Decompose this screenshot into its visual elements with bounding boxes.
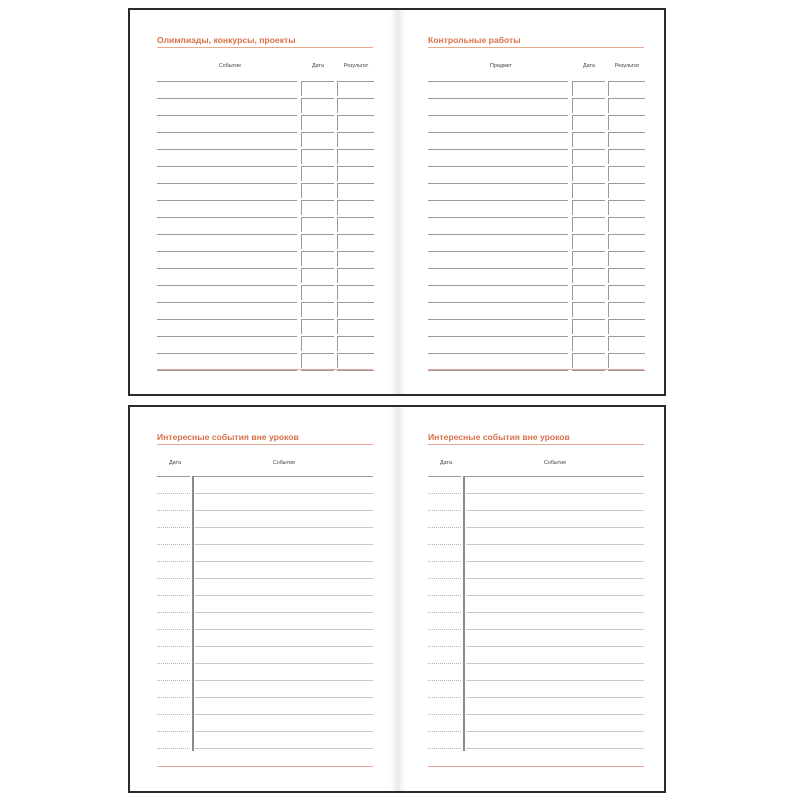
cell-divider (572, 166, 573, 181)
cell-divider (337, 251, 338, 266)
table-row-line (572, 183, 605, 184)
page-tests (401, 10, 666, 394)
table-row-line (301, 336, 334, 337)
table-row-line (157, 353, 297, 354)
date-row-line (157, 697, 190, 698)
table-row-line (301, 149, 334, 150)
table-row-line (428, 132, 568, 133)
table-row-line (572, 285, 605, 286)
table-row-line (428, 319, 568, 320)
table-row-line (337, 98, 374, 99)
column-header-date: Дата (312, 63, 324, 69)
table-row-line (608, 251, 645, 252)
table-row-line (157, 132, 297, 133)
cell-divider (572, 81, 573, 96)
date-row-line (428, 510, 461, 511)
bottom-rule (428, 766, 644, 767)
cell-divider (301, 353, 302, 368)
event-row-line (195, 748, 373, 749)
table-row-line (608, 149, 645, 150)
cell-divider (608, 183, 609, 198)
cell-divider (337, 285, 338, 300)
table-row-line (301, 81, 334, 82)
cell-divider (608, 353, 609, 368)
table-row-line (337, 353, 374, 354)
cell-divider (301, 149, 302, 164)
title-underline (157, 47, 373, 48)
date-row-line (428, 561, 461, 562)
event-row-line (195, 697, 373, 698)
table-row-line (608, 81, 645, 82)
table-row-line (428, 183, 568, 184)
date-row-line (428, 680, 461, 681)
event-row-line (466, 697, 644, 698)
table-row-line (337, 166, 374, 167)
table-row-line (608, 336, 645, 337)
table-row-line (301, 183, 334, 184)
date-row-line (157, 612, 190, 613)
date-row-line (428, 527, 461, 528)
table-row-line (428, 336, 568, 337)
table-row-line (572, 166, 605, 167)
page-title: Олимпиады, конкурсы, проекты (157, 35, 296, 45)
event-row-line (195, 493, 373, 494)
event-row-line (466, 561, 644, 562)
table-row-line (157, 183, 297, 184)
table-row-line (428, 217, 568, 218)
event-row-line (466, 731, 644, 732)
event-row-line (466, 629, 644, 630)
cell-divider (337, 132, 338, 147)
cell-divider (572, 302, 573, 317)
table-row-line (301, 285, 334, 286)
event-row-line (466, 663, 644, 664)
cell-divider (301, 98, 302, 113)
cell-divider (572, 251, 573, 266)
date-row-line (157, 561, 190, 562)
column-header-event: Событие (218, 63, 242, 69)
table-row-line (608, 285, 645, 286)
cell-divider (337, 115, 338, 130)
event-row-line (195, 595, 373, 596)
table-row-line (608, 200, 645, 201)
date-row-line (157, 646, 190, 647)
cell-divider (301, 166, 302, 181)
column-header-date: Дата (440, 460, 452, 466)
table-row-line (337, 319, 374, 320)
table-row-line (428, 234, 568, 235)
page-title: Контрольные работы (428, 35, 521, 45)
table-row-line (301, 302, 334, 303)
date-row-line (428, 646, 461, 647)
event-row-line (466, 612, 644, 613)
table-row-line (572, 353, 605, 354)
table-row-line (157, 149, 297, 150)
table-row-line (337, 336, 374, 337)
title-underline (157, 444, 373, 445)
table-header-line (193, 476, 373, 477)
column-header-event: Событие (272, 460, 296, 466)
table-row-line (428, 149, 568, 150)
table-row-line (608, 132, 645, 133)
cell-divider (301, 234, 302, 249)
cell-divider (572, 200, 573, 215)
cell-divider (572, 132, 573, 147)
cell-divider (337, 166, 338, 181)
table-row-line (608, 319, 645, 320)
table-row-line (572, 234, 605, 235)
table-row-line (572, 217, 605, 218)
cell-divider (572, 234, 573, 249)
table-row-line (428, 302, 568, 303)
column-header-subject: Предмет (490, 63, 512, 69)
table-row-line (157, 268, 297, 269)
event-row-line (195, 544, 373, 545)
table-row-line (608, 353, 645, 354)
cell-divider (337, 234, 338, 249)
event-row-line (195, 714, 373, 715)
table-row-line (301, 251, 334, 252)
event-row-line (466, 527, 644, 528)
table-row-line (572, 251, 605, 252)
table-row-line (337, 149, 374, 150)
table-row-line (572, 132, 605, 133)
event-row-line (466, 510, 644, 511)
table-row-line (337, 251, 374, 252)
table-row-line (337, 268, 374, 269)
cell-divider (301, 319, 302, 334)
table-row-line (301, 132, 334, 133)
table-row-line (608, 183, 645, 184)
cell-divider (301, 81, 302, 96)
date-row-line (428, 748, 461, 749)
table-row-line (337, 302, 374, 303)
cell-divider (337, 353, 338, 368)
cell-divider (337, 183, 338, 198)
cell-divider (301, 200, 302, 215)
table-row-line (428, 115, 568, 116)
cell-divider (301, 268, 302, 283)
table-row-line (337, 115, 374, 116)
table-row-line (301, 166, 334, 167)
table-row-line (572, 268, 605, 269)
cell-divider (301, 183, 302, 198)
table-row-line (337, 370, 374, 371)
table-row-line (157, 285, 297, 286)
table-row-line (157, 81, 297, 82)
cell-divider (608, 132, 609, 147)
table-row-line (157, 217, 297, 218)
cell-divider (572, 319, 573, 334)
table-row-line (337, 234, 374, 235)
table-row-line (572, 319, 605, 320)
table-row-line (572, 370, 605, 371)
cell-divider (572, 285, 573, 300)
table-row-line (301, 217, 334, 218)
cell-divider (572, 149, 573, 164)
table-row-line (157, 200, 297, 201)
event-row-line (466, 646, 644, 647)
table-row-line (157, 336, 297, 337)
cell-divider (337, 217, 338, 232)
event-row-line (466, 544, 644, 545)
notebook-spread-2 (128, 405, 666, 793)
table-row-line (608, 302, 645, 303)
date-row-line (157, 595, 190, 596)
table-row-line (608, 98, 645, 99)
cell-divider (337, 149, 338, 164)
table-row-line (301, 115, 334, 116)
date-row-line (157, 510, 190, 511)
date-row-line (428, 714, 461, 715)
cell-divider (301, 217, 302, 232)
table-row-line (428, 81, 568, 82)
table-row-line (301, 319, 334, 320)
table-row-line (301, 370, 334, 371)
table-row-line (157, 98, 297, 99)
cell-divider (608, 234, 609, 249)
date-row-line (428, 731, 461, 732)
event-row-line (195, 646, 373, 647)
table-row-line (428, 166, 568, 167)
table-row-line (157, 251, 297, 252)
date-row-line (157, 544, 190, 545)
date-row-line (428, 595, 461, 596)
cell-divider (572, 183, 573, 198)
bottom-rule (157, 766, 373, 767)
cell-divider (608, 115, 609, 130)
table-row-line (572, 336, 605, 337)
event-row-line (466, 680, 644, 681)
cell-divider (608, 302, 609, 317)
event-row-line (195, 629, 373, 630)
cell-divider (301, 302, 302, 317)
date-row-line (157, 527, 190, 528)
cell-divider (301, 285, 302, 300)
date-row-line (157, 714, 190, 715)
page-title: Интересные события вне уроков (428, 432, 570, 442)
column-header-result: Результат (343, 63, 369, 69)
cell-divider (608, 319, 609, 334)
date-row-line (157, 629, 190, 630)
table-row-line (157, 319, 297, 320)
cell-divider (608, 98, 609, 113)
event-row-line (466, 748, 644, 749)
table-row-line (608, 115, 645, 116)
cell-divider (608, 268, 609, 283)
event-row-line (195, 663, 373, 664)
cell-divider (337, 268, 338, 283)
event-row-line (195, 510, 373, 511)
table-header-line (428, 476, 461, 477)
cell-divider (301, 132, 302, 147)
table-header-line (157, 476, 190, 477)
column-header-event: Событие (543, 460, 567, 466)
column-divider (463, 476, 465, 751)
event-row-line (466, 595, 644, 596)
cell-divider (572, 98, 573, 113)
table-row-line (608, 370, 645, 371)
date-row-line (428, 612, 461, 613)
page-title: Интересные события вне уроков (157, 432, 299, 442)
cell-divider (608, 285, 609, 300)
table-row-line (301, 234, 334, 235)
table-row-line (337, 183, 374, 184)
table-row-line (428, 200, 568, 201)
cell-divider (572, 115, 573, 130)
cell-divider (337, 336, 338, 351)
cell-divider (608, 217, 609, 232)
table-row-line (428, 251, 568, 252)
date-row-line (157, 748, 190, 749)
page-events-left (130, 407, 395, 791)
event-row-line (195, 612, 373, 613)
table-row-line (337, 132, 374, 133)
table-row-line (428, 370, 568, 371)
cell-divider (608, 166, 609, 181)
title-underline (428, 47, 644, 48)
table-row-line (572, 302, 605, 303)
cell-divider (608, 336, 609, 351)
cell-divider (337, 200, 338, 215)
table-row-line (337, 285, 374, 286)
date-row-line (157, 663, 190, 664)
event-row-line (466, 578, 644, 579)
event-row-line (195, 578, 373, 579)
table-row-line (301, 268, 334, 269)
table-row-line (428, 268, 568, 269)
table-row-line (572, 149, 605, 150)
date-row-line (428, 493, 461, 494)
table-row-line (608, 268, 645, 269)
date-row-line (428, 629, 461, 630)
event-row-line (466, 493, 644, 494)
event-row-line (195, 680, 373, 681)
table-row-line (608, 166, 645, 167)
cell-divider (337, 81, 338, 96)
table-row-line (337, 200, 374, 201)
event-row-line (195, 731, 373, 732)
cell-divider (608, 200, 609, 215)
column-header-date: Дата (583, 63, 595, 69)
table-row-line (157, 166, 297, 167)
date-row-line (428, 544, 461, 545)
date-row-line (428, 663, 461, 664)
cell-divider (337, 319, 338, 334)
page-olympiads (130, 10, 395, 394)
table-header-line (464, 476, 644, 477)
table-row-line (572, 200, 605, 201)
cell-divider (608, 149, 609, 164)
table-row-line (157, 115, 297, 116)
table-row-line (572, 115, 605, 116)
cell-divider (301, 336, 302, 351)
page-events-right (401, 407, 666, 791)
cell-divider (608, 81, 609, 96)
date-row-line (428, 697, 461, 698)
cell-divider (337, 98, 338, 113)
table-row-line (301, 353, 334, 354)
date-row-line (157, 578, 190, 579)
cell-divider (572, 336, 573, 351)
cell-divider (301, 251, 302, 266)
table-row-line (157, 370, 297, 371)
date-row-line (428, 578, 461, 579)
date-row-line (157, 493, 190, 494)
cell-divider (572, 268, 573, 283)
table-row-line (608, 217, 645, 218)
date-row-line (157, 680, 190, 681)
column-header-date: Дата (169, 460, 181, 466)
table-row-line (428, 98, 568, 99)
table-row-line (428, 353, 568, 354)
title-underline (428, 444, 644, 445)
table-row-line (157, 302, 297, 303)
notebook-spread-1 (128, 8, 666, 396)
table-row-line (572, 98, 605, 99)
event-row-line (466, 714, 644, 715)
cell-divider (301, 115, 302, 130)
column-header-result: Результат (614, 63, 640, 69)
cell-divider (572, 217, 573, 232)
column-divider (192, 476, 194, 751)
table-row-line (301, 200, 334, 201)
event-row-line (195, 527, 373, 528)
table-row-line (608, 234, 645, 235)
event-row-line (195, 561, 373, 562)
cell-divider (608, 251, 609, 266)
table-row-line (157, 234, 297, 235)
table-row-line (572, 81, 605, 82)
table-row-line (428, 285, 568, 286)
date-row-line (157, 731, 190, 732)
table-row-line (337, 217, 374, 218)
cell-divider (337, 302, 338, 317)
table-row-line (301, 98, 334, 99)
cell-divider (572, 353, 573, 368)
table-row-line (337, 81, 374, 82)
